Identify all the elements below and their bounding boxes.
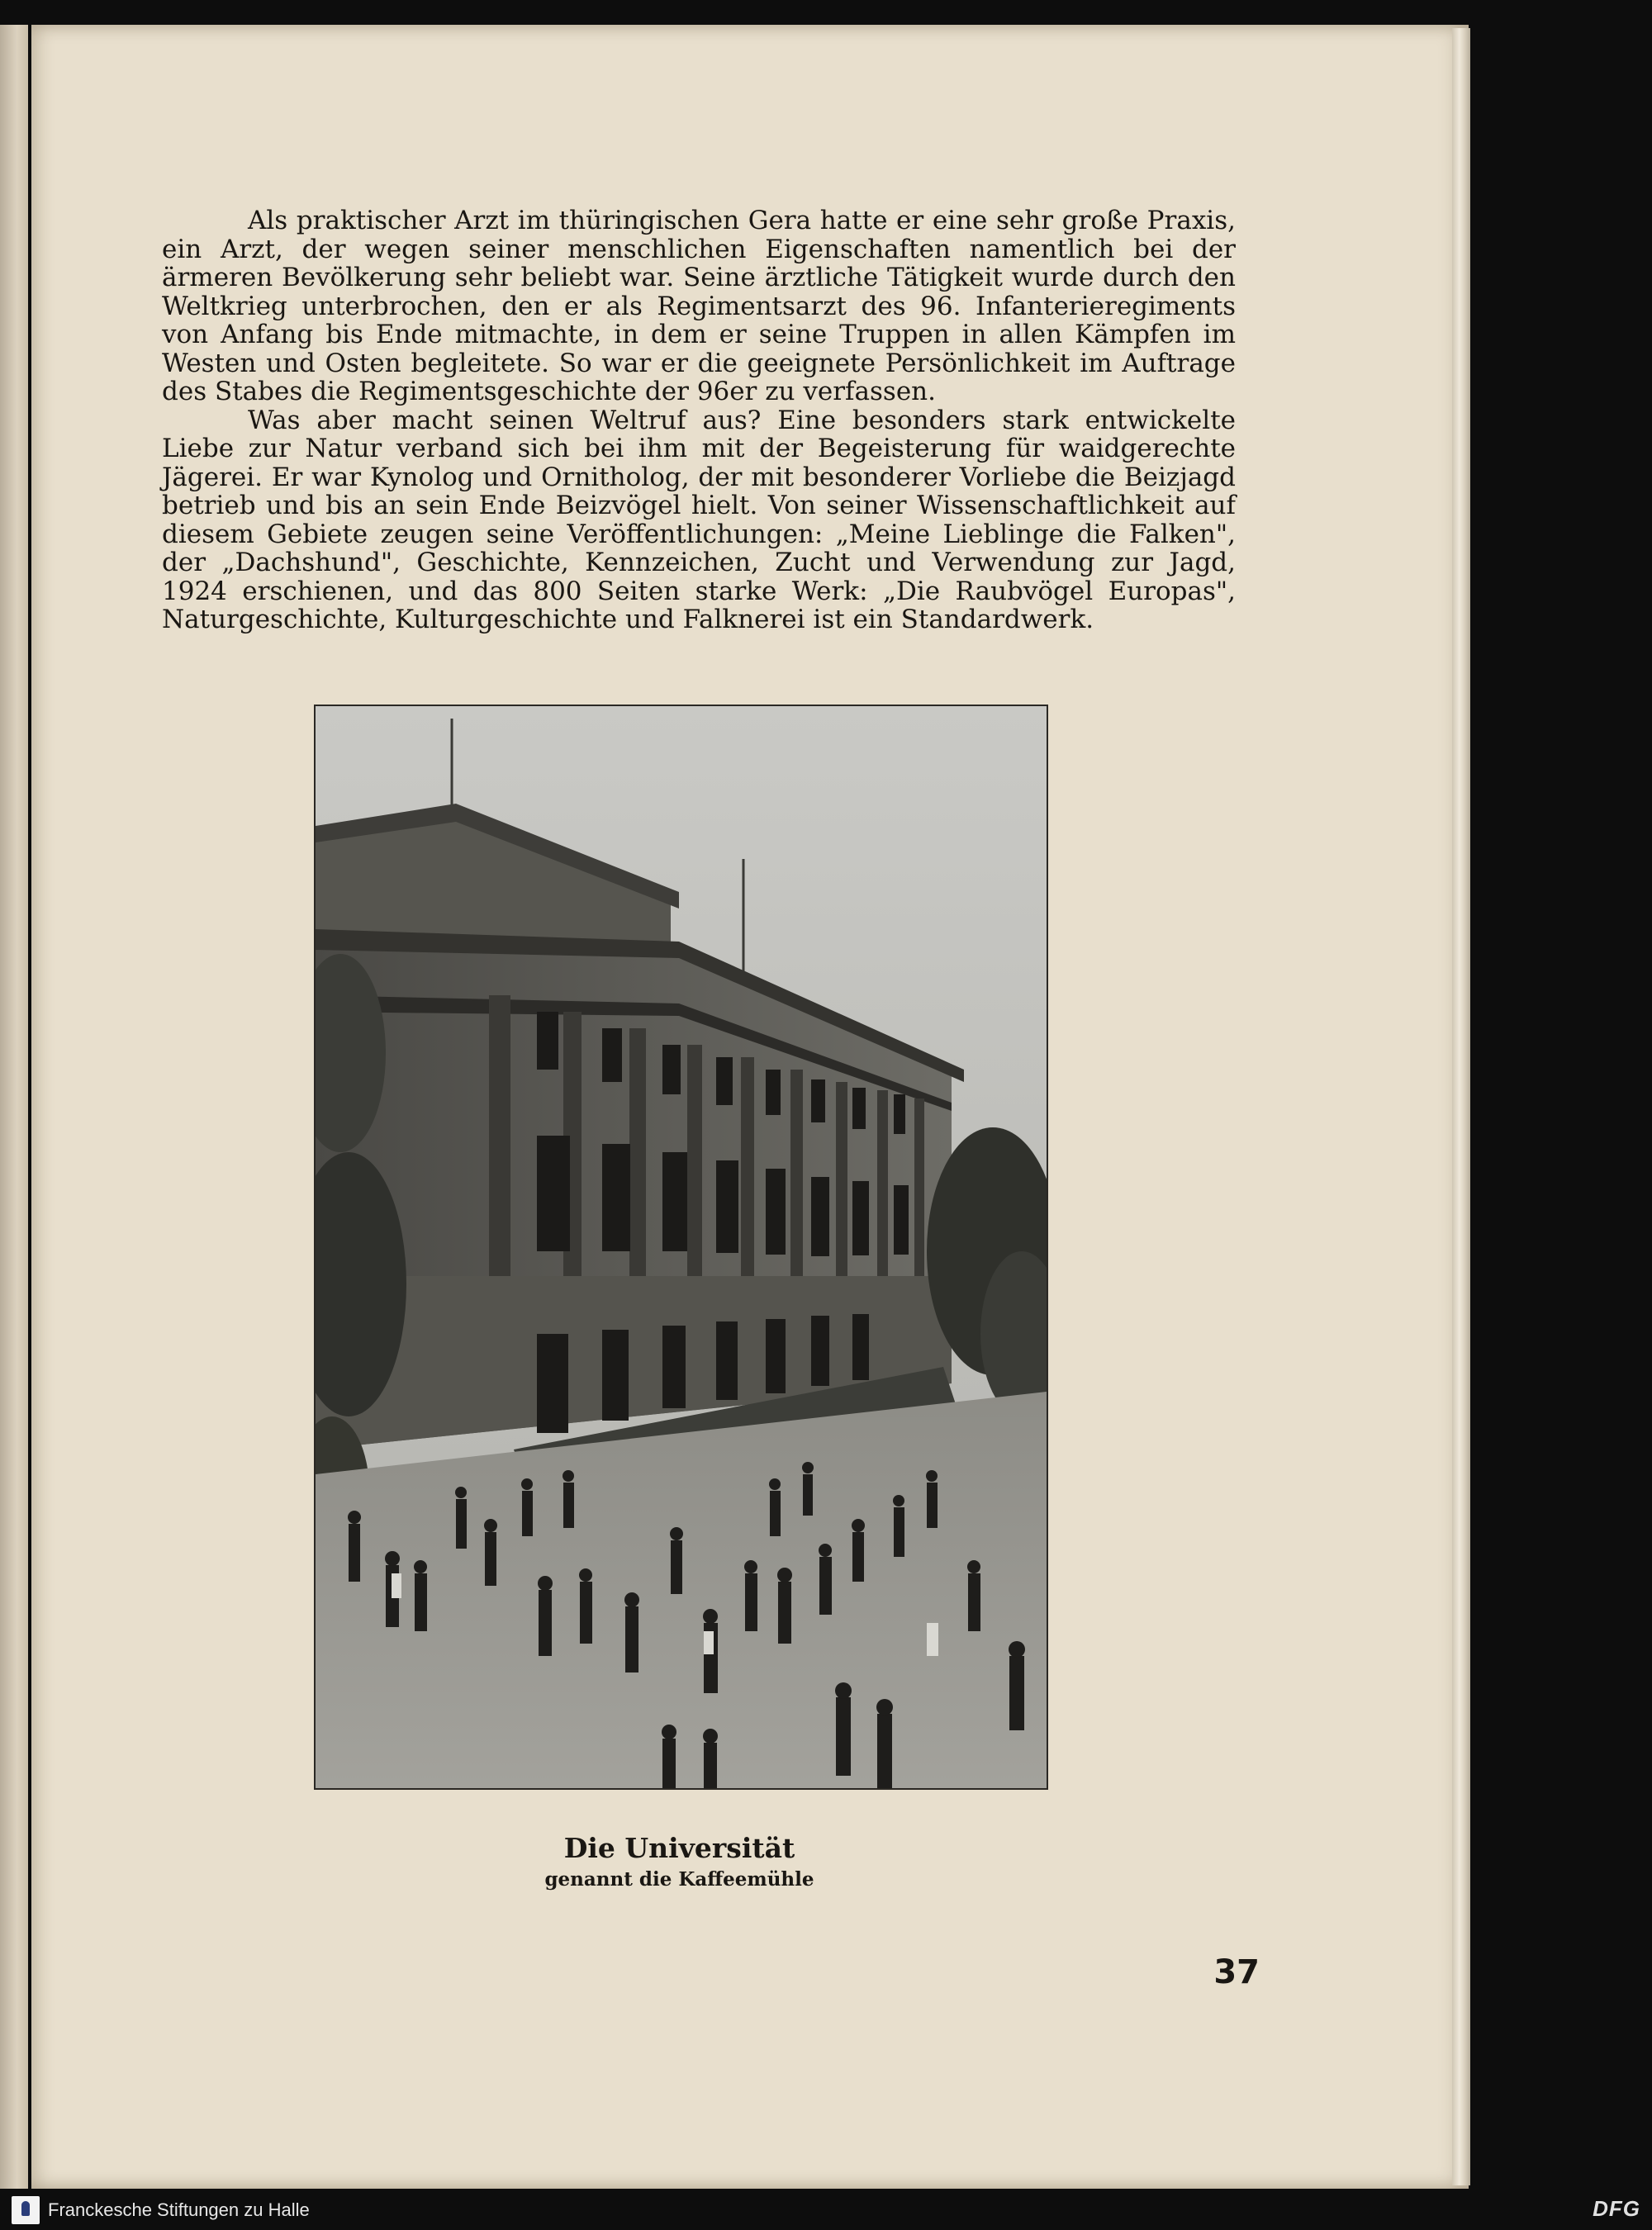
photo-caption-subtitle: genannt die Kaffeemühle: [544, 1868, 814, 1891]
university-building-illustration: [316, 706, 1047, 1788]
page-stack-edge: [1452, 28, 1470, 2185]
viewer-footer: [0, 2190, 1652, 2230]
body-text: [162, 206, 1236, 634]
left-page-edge: [0, 25, 28, 2189]
institution-logo-icon: [12, 2196, 40, 2224]
institution-name: Franckesche Stiftungen zu Halle: [48, 2199, 310, 2220]
photo-caption-title: Die Universität: [563, 1832, 795, 1864]
dfg-logo: DFG: [1593, 2196, 1640, 2221]
paragraph-2: Was aber macht seinen Weltruf aus? Eine besonders stark entwickelte Liebe zur Natur verband sich bei ihm mit der Begeisterung für waidgerechte Jägerei. Er war Kynolog und Ornitholog, der mit besonderer Vorliebe die Beizjagd betrieb und bis an sein Ende Beizvögel hielt. Von seiner Wissenschaftlichkeit auf diesem Gebiete zeugen seine Veröffentlichungen: „Meine Lieblinge die Falken", der „Dachshund", Geschichte, Kennzeichen, Zucht und Verwendung zur Jagd, 1924 erschienen, und das 800 Seiten starke Werk: „Die Raubvögel Europas", Naturgeschichte, Kulturgeschichte und Falknerei ist ein Standardwerk.: [162, 405, 1236, 634]
university-photo: [314, 705, 1048, 1790]
paragraph-1: Als praktischer Arzt im thüringischen Gera hatte er eine sehr große Praxis, ein Arzt, der wegen seiner menschlichen Eigenschaften namentlich bei der ärmeren Bevölkerung sehr beliebt war. Seine ärztliche Tätigkeit wurde durch den Weltkrieg unterbrochen, den er als Regimentsarzt des 96. Infanterieregiments von Anfang bis Ende mitmachte, in dem er seine Truppen in allen Kämpfen im Westen und Osten begleitete. So war er die geeignete Persönlichkeit im Auftrage des Stabes die Regimentsgeschichte der 96er zu verfassen.: [162, 206, 1236, 406]
page-number: 37: [1213, 1953, 1260, 1991]
